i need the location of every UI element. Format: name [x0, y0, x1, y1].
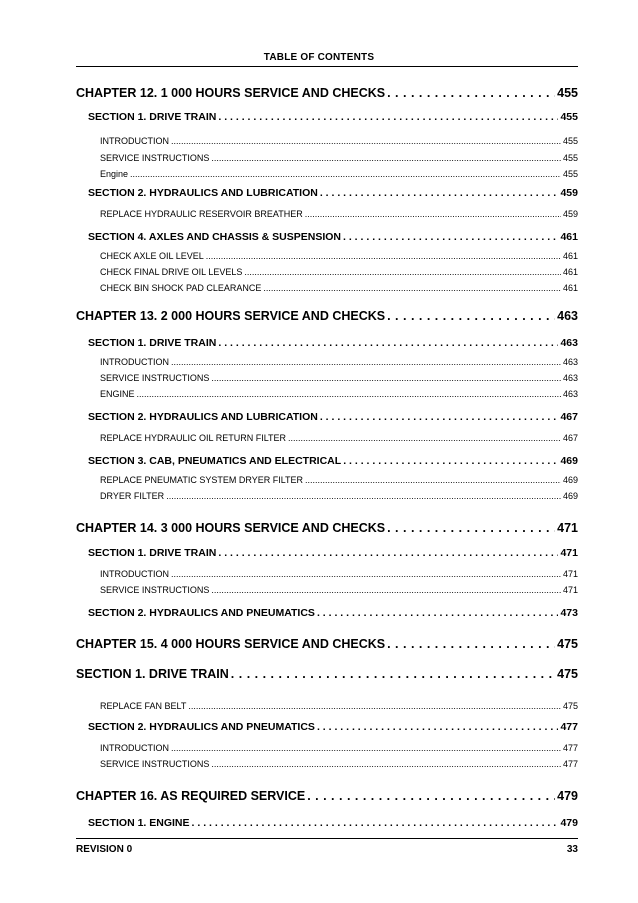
toc-dot-leader	[387, 86, 555, 100]
toc-subentry[interactable]	[100, 743, 578, 753]
toc-section-entry[interactable]	[88, 337, 578, 349]
toc-entry-title: CHECK FINAL DRIVE OIL LEVELS	[100, 267, 243, 277]
toc-dot-leader	[231, 667, 555, 681]
toc-subentry[interactable]	[100, 373, 578, 383]
toc-entry-title: SERVICE INSTRUCTIONS	[100, 373, 210, 383]
toc-entry-title: CHAPTER 13. 2 000 HOURS SERVICE AND CHECKS	[76, 309, 386, 323]
toc-entry-page: 467	[560, 411, 578, 423]
toc-entry-page: 473	[560, 607, 578, 619]
toc-dot-leader	[206, 251, 561, 261]
toc-entry-title: CHAPTER 12. 1 000 HOURS SERVICE AND CHECKS	[76, 86, 386, 100]
toc-dot-leader	[218, 547, 558, 559]
toc-dot-leader	[317, 721, 559, 733]
toc-entry-title: SECTION 2. HYDRAULICS AND PNEUMATICS	[88, 721, 315, 733]
toc-dot-leader	[320, 411, 559, 423]
toc-entry-title: Engine	[100, 169, 129, 179]
toc-entry-title: REPLACE PNEUMATIC SYSTEM DRYER FILTER	[100, 475, 304, 485]
toc-dot-leader	[171, 357, 561, 367]
toc-section-entry[interactable]	[88, 455, 578, 467]
toc-subentry[interactable]	[100, 759, 578, 769]
toc-entry-title: INTRODUCTION	[100, 569, 169, 579]
toc-entry-title: SECTION 1. DRIVE TRAIN	[88, 337, 217, 349]
toc-entry-page: 461	[562, 251, 578, 261]
page-title: TABLE OF CONTENTS	[263, 52, 375, 63]
toc-entry-title: SECTION 1. DRIVE TRAIN	[76, 667, 229, 681]
toc-subentry[interactable]	[100, 569, 578, 579]
toc-dot-leader	[211, 373, 561, 383]
page-number: 33	[566, 844, 578, 855]
toc-entry-title: SERVICE INSTRUCTIONS	[100, 153, 210, 163]
toc-entry-page: 469	[560, 455, 578, 467]
toc-dot-leader	[387, 309, 555, 323]
toc-dot-leader	[317, 607, 559, 619]
toc-dot-leader	[307, 789, 555, 803]
toc-dot-leader	[218, 337, 558, 349]
revision-label: REVISION 0	[76, 844, 133, 855]
toc-subentry[interactable]	[100, 389, 578, 399]
header-rule	[76, 66, 578, 67]
toc-entry-title: CHAPTER 14. 3 000 HOURS SERVICE AND CHECKS	[76, 521, 386, 535]
toc-dot-leader	[188, 701, 561, 711]
toc-entry-page: 463	[557, 309, 578, 323]
footer-rule	[76, 838, 578, 839]
toc-entry-page: 461	[562, 283, 578, 293]
toc-dot-leader	[343, 231, 558, 243]
toc-subentry[interactable]	[100, 169, 578, 179]
toc-entry-page: 471	[560, 547, 578, 559]
toc-entry-title: SERVICE INSTRUCTIONS	[100, 585, 210, 595]
toc-entry-page: 463	[562, 373, 578, 383]
toc-entry-page: 471	[562, 569, 578, 579]
toc-entry-page: 479	[557, 789, 578, 803]
toc-entry-title: CHECK AXLE OIL LEVEL	[100, 251, 204, 261]
toc-entry-page: 477	[562, 759, 578, 769]
toc-entry-page: 461	[560, 231, 578, 243]
toc-dot-leader	[387, 637, 555, 651]
toc-entry-page: 463	[562, 389, 578, 399]
toc-entry-title: CHAPTER 15. 4 000 HOURS SERVICE AND CHECKS	[76, 637, 386, 651]
toc-dot-leader	[320, 187, 559, 199]
toc-subentry[interactable]	[100, 136, 578, 146]
toc-subentry[interactable]	[100, 491, 578, 501]
toc-entry-page: 475	[557, 637, 578, 651]
toc-entry-title: SECTION 3. CAB, PNEUMATICS AND ELECTRICAL	[88, 455, 342, 467]
toc-entry-page: 455	[560, 111, 578, 123]
toc-dot-leader	[305, 209, 561, 219]
toc-entry-page: 463	[562, 357, 578, 367]
toc-entry-page: 459	[562, 209, 578, 219]
toc-entry-page: 471	[562, 585, 578, 595]
toc-dot-leader	[171, 136, 561, 146]
toc-chapter-entry[interactable]	[76, 521, 578, 535]
toc-subentry[interactable]	[100, 283, 578, 293]
toc-subentry[interactable]	[100, 433, 578, 443]
toc-entry-title: DRYER FILTER	[100, 491, 165, 501]
toc-section-entry[interactable]	[88, 817, 578, 829]
toc-entry-page: 469	[562, 475, 578, 485]
toc-entry-page: 477	[562, 743, 578, 753]
toc-entry-page: 455	[562, 153, 578, 163]
toc-chapter-entry[interactable]	[76, 667, 578, 681]
toc-entry-title: ENGINE	[100, 389, 135, 399]
toc-chapter-entry[interactable]	[76, 789, 578, 803]
toc-entry-page: 475	[562, 701, 578, 711]
toc-subentry[interactable]	[100, 251, 578, 261]
toc-subentry[interactable]	[100, 585, 578, 595]
toc-entry-title: REPLACE FAN BELT	[100, 701, 187, 711]
toc-dot-leader	[263, 283, 561, 293]
toc-section-entry[interactable]	[88, 547, 578, 559]
toc-entry-title: SECTION 2. HYDRAULICS AND LUBRICATION	[88, 411, 318, 423]
toc-entry-title: REPLACE HYDRAULIC RESERVOIR BREATHER	[100, 209, 303, 219]
toc-entry-page: 455	[562, 136, 578, 146]
toc-entry-title: SECTION 4. AXLES AND CHASSIS & SUSPENSION	[88, 231, 342, 243]
toc-subentry[interactable]	[100, 267, 578, 277]
toc-entry-title: SECTION 2. HYDRAULICS AND PNEUMATICS	[88, 607, 315, 619]
toc-subentry[interactable]	[100, 701, 578, 711]
toc-section-entry[interactable]	[88, 607, 578, 619]
toc-dot-leader	[171, 569, 561, 579]
toc-dot-leader	[211, 153, 561, 163]
toc-section-entry[interactable]	[88, 111, 578, 123]
toc-section-entry[interactable]	[88, 231, 578, 243]
toc-entry-title: INTRODUCTION	[100, 743, 169, 753]
toc-chapter-entry[interactable]	[76, 309, 578, 323]
toc-subentry[interactable]	[100, 209, 578, 219]
toc-dot-leader	[211, 759, 561, 769]
toc-entry-page: 469	[562, 491, 578, 501]
toc-dot-leader	[192, 817, 559, 829]
toc-dot-leader	[288, 433, 561, 443]
toc-dot-leader	[305, 475, 561, 485]
toc-entry-title: CHECK BIN SHOCK PAD CLEARANCE	[100, 283, 262, 293]
toc-entry-page: 455	[562, 169, 578, 179]
toc-entry-page: 467	[562, 433, 578, 443]
toc-entry-title: CHAPTER 16. AS REQUIRED SERVICE	[76, 789, 306, 803]
toc-entry-title: SECTION 1. ENGINE	[88, 817, 190, 829]
toc-entry-page: 471	[557, 521, 578, 535]
toc-dot-leader	[343, 455, 558, 467]
toc-entry-title: SERVICE INSTRUCTIONS	[100, 759, 210, 769]
toc-dot-leader	[211, 585, 561, 595]
toc-entry-title: INTRODUCTION	[100, 136, 169, 146]
toc-chapter-entry[interactable]	[76, 86, 578, 100]
toc-entry-page: 455	[557, 86, 578, 100]
toc-entry-title: SECTION 2. HYDRAULICS AND LUBRICATION	[88, 187, 318, 199]
toc-subentry[interactable]	[100, 475, 578, 485]
toc-entry-page: 477	[560, 721, 578, 733]
toc-dot-leader	[166, 491, 561, 501]
toc-entry-title: SECTION 1. DRIVE TRAIN	[88, 111, 217, 123]
toc-entry-title: REPLACE HYDRAULIC OIL RETURN FILTER	[100, 433, 287, 443]
toc-entry-page: 463	[560, 337, 578, 349]
toc-section-entry[interactable]	[88, 187, 578, 199]
toc-entry-page: 461	[562, 267, 578, 277]
toc-entry-page: 475	[557, 667, 578, 681]
toc-entry-title: INTRODUCTION	[100, 357, 169, 367]
toc-dot-leader	[387, 521, 555, 535]
toc-dot-leader	[218, 111, 558, 123]
toc-dot-leader	[130, 169, 561, 179]
toc-section-entry[interactable]	[88, 721, 578, 733]
toc-dot-leader	[171, 743, 561, 753]
toc-chapter-entry[interactable]	[76, 637, 578, 651]
toc-entry-title: SECTION 1. DRIVE TRAIN	[88, 547, 217, 559]
toc-entry-page: 459	[560, 187, 578, 199]
toc-entry-page: 479	[560, 817, 578, 829]
toc-dot-leader	[137, 389, 561, 399]
toc-dot-leader	[244, 267, 561, 277]
toc-section-entry[interactable]	[88, 411, 578, 423]
toc-subentry[interactable]	[100, 357, 578, 367]
toc-subentry[interactable]	[100, 153, 578, 163]
